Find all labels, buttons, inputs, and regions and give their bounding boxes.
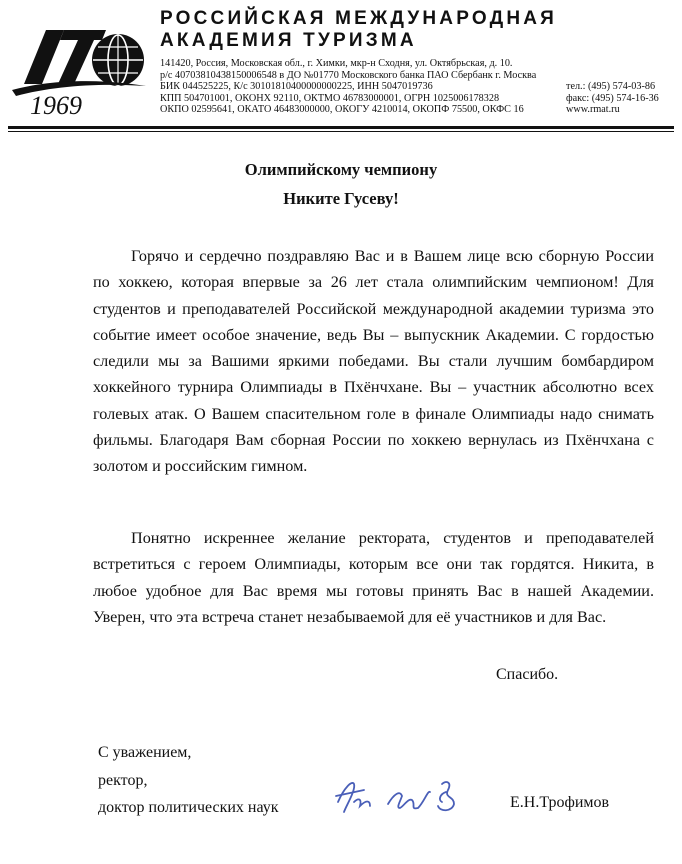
closing-line2: ректор, — [98, 771, 148, 789]
website: www.rmat.ru — [566, 104, 620, 115]
handwritten-signature — [330, 772, 470, 820]
kpp-ogrn: КПП 504701001, ОКОНХ 92110, ОКТМО 46783000001, ОГРН 1025006178328 — [160, 92, 500, 104]
letter-paragraph-2: Понятно искреннее желание ректората, студентов и преподавателей встретиться с героем Олимпиады, которым все они так гордятся. Никита, в любое удобное для Вас время мы готовы принять Вас в нашей Академии. Уверен, что эта встреча станет незабываемой для её участников и для Вас. — [93, 529, 654, 626]
logo-bar-mid — [58, 40, 94, 84]
org-name-line2: АКАДЕМИЯ ТУРИЗМА — [160, 30, 417, 51]
organization-name — [160, 8, 557, 52]
signatory-name: Е.Н.Трофимов — [510, 794, 610, 811]
closing-line1: С уважением, — [98, 744, 192, 761]
closing-block — [98, 739, 279, 822]
logo-bar-left — [24, 30, 64, 84]
requisites — [160, 58, 536, 116]
logo-bar-top — [60, 30, 106, 40]
fax: факс: (495) 574-16-36 — [566, 92, 659, 104]
phone: тел.: (495) 574-03-86 — [566, 81, 656, 92]
address: 141420, Россия, Московская обл., г. Химки, мкр-н Сходня, ул. Октябрьская, д. 10. — [160, 58, 513, 69]
closing-line3: доктор политических наук — [98, 799, 279, 816]
header-divider-thick — [8, 126, 674, 129]
thanks-text: Спасибо. — [496, 666, 559, 683]
org-name-line1: РОССИЙСКАЯ МЕЖДУНАРОДНАЯ — [160, 8, 558, 29]
okpo-codes: ОКПО 02595641, ОКАТО 46483000000, ОКОГУ 4210014, ОКОПФ 75500, ОКФС 16 — [160, 104, 524, 115]
contacts — [566, 81, 659, 116]
header-divider-thin — [8, 131, 674, 132]
bik-inn: БИК 044525225, К/с 30101810400000000225, ИНН 5047019736 — [160, 81, 433, 92]
bank-account: р/с 40703810438150006548 в ДО №01770 Московского банка ПАО Сбербанк г. Москва — [160, 69, 537, 81]
salutation-line2: Никите Гусеву! — [283, 189, 399, 208]
salutation-line1: Олимпийскому чемпиону — [244, 160, 438, 179]
letter-paragraph-1: Горячо и сердечно поздравляю Вас и в Вашем лице всю сборную России по хоккею, которая впервые за 26 лет стала олимпийским чемпионом! Для студентов и преподавателей Российской международной академии туризма это событие имеет особое значение, ведь Вы – выпускник Академии. С гордостью следили мы за Вашими яркими победами. Вы стали лучшим бомбардиром хоккейного турнира Олимпиады в Пхёнчхане. Вы – участник абсолютно всех голевых атак. О Вашем спасительном голе в финале Олимпиады надо снимать фильмы. Благодаря Вам сборная России по хоккею вернулась из Пхёнчхана с золотом и российским гимном. — [93, 247, 654, 476]
logo-year: 1969 — [30, 91, 82, 118]
academy-logo — [8, 20, 150, 118]
